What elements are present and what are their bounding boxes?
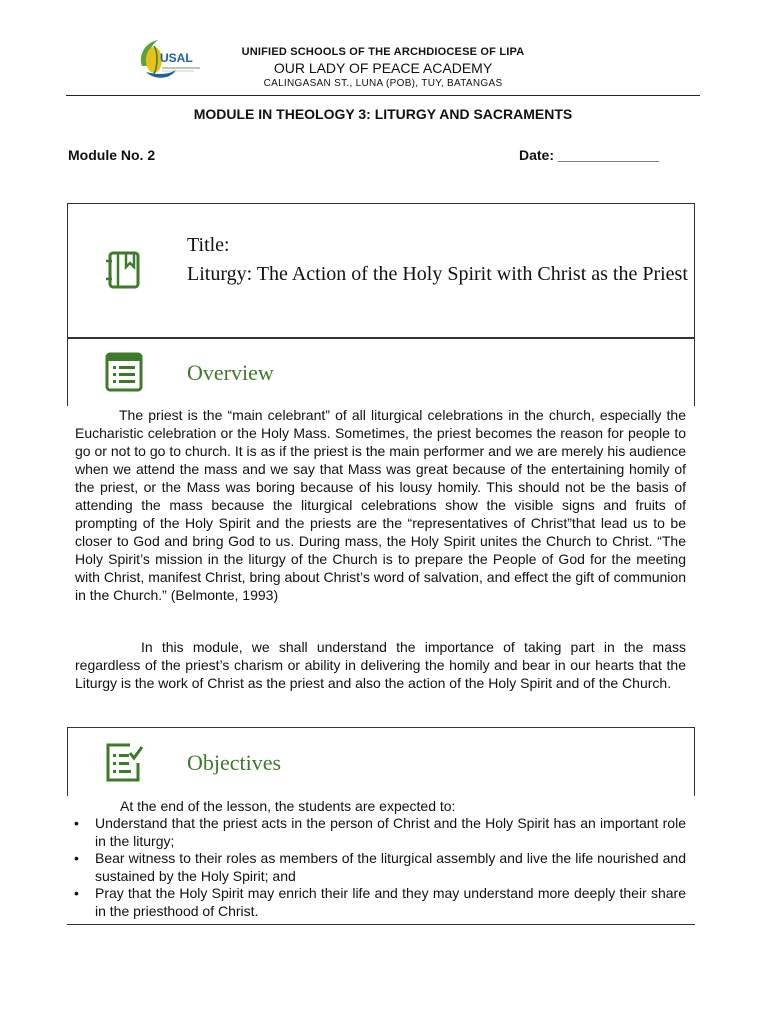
overview-header-box [67, 337, 695, 406]
objectives-list [74, 815, 686, 920]
book-icon [104, 249, 144, 291]
title-label: Title: [187, 234, 230, 256]
objectives-heading: Objectives [187, 750, 282, 775]
org-name: UNIFIED SCHOOLS OF THE ARCHDIOCESE OF LIPA [241, 46, 525, 58]
bullet: • [74, 815, 79, 831]
overview-heading: Overview [187, 360, 274, 385]
bullet: • [74, 850, 79, 866]
logo-text: USAL [160, 51, 193, 65]
objectives-bottom-rule [67, 924, 695, 925]
objectives-intro: At the end of the lesson, the students are expected to: [120, 798, 456, 814]
bullet: • [74, 885, 79, 901]
overview-paragraph-2: In this module, we shall understand the importance of taking part in the mass regardless of the priest’s charism or ability in delivering the homily and bear in our hearts that the Liturgy is the work of Christ as the priest and also the action of the Holy Spirit and of the Church. [75, 639, 686, 691]
checklist-icon [104, 741, 144, 783]
school-logo [136, 36, 204, 84]
overview-paragraph-1: The priest is the “main celebrant” of all liturgical celebrations in the church, especially the Eucharistic celebration or the Holy Mass. Sometimes, the priest becomes the reason for people to go or not to go to church. It is as if the priest is the main performer and we are merely his audience when we attend the mass and we say that Mass was great because of the entertaining homily of the priest, or the Mass was boring because of his lousy homily. This should not be the basis of attending the mass because the liturgical celebrations show the visible signs and fruits of prompting of the Holy Spirit and the priests are the “representatives of Christ”that lead us to be closer to God and bring God to us. During mass, the Holy Spirit unites the Church to Christ. “The Holy Spirit’s mission in the liturgy of the Church is to prepare the People of God for the meeting with Christ, manifest Christ, bring about Christ’s word of salvation, and effect the gift of communion in the Church.” (Belmonte, 1993) [75, 407, 686, 603]
list-item: • Understand that the priest acts in the person of Christ and the Holy Spirit has an important role in the liturgy; [74, 815, 686, 849]
school-address: CALINGASAN ST., LUNA (POB), TUY, BATANGAS [263, 78, 503, 89]
module-topic-title: Liturgy: The Action of the Holy Spirit with Christ as the Priest [187, 263, 688, 285]
module-number: Module No. 2 [68, 147, 156, 163]
date-field: Date: _____________ [519, 147, 660, 163]
objectives-header-box [67, 727, 695, 796]
document-list-icon [104, 351, 144, 393]
school-name: OUR LADY OF PEACE ACADEMY [273, 60, 493, 76]
list-item: • Pray that the Holy Spirit may enrich their life and they may understand more deeply their share in the priesthood of Christ. [74, 885, 686, 919]
list-item: • Bear witness to their roles as members of the liturgical assembly and live the life nourished and sustained by the Holy Spirit; and [74, 850, 686, 884]
header-divider [66, 95, 700, 96]
module-title: MODULE IN THEOLOGY 3: LITURGY AND SACRAMENTS [193, 106, 573, 122]
